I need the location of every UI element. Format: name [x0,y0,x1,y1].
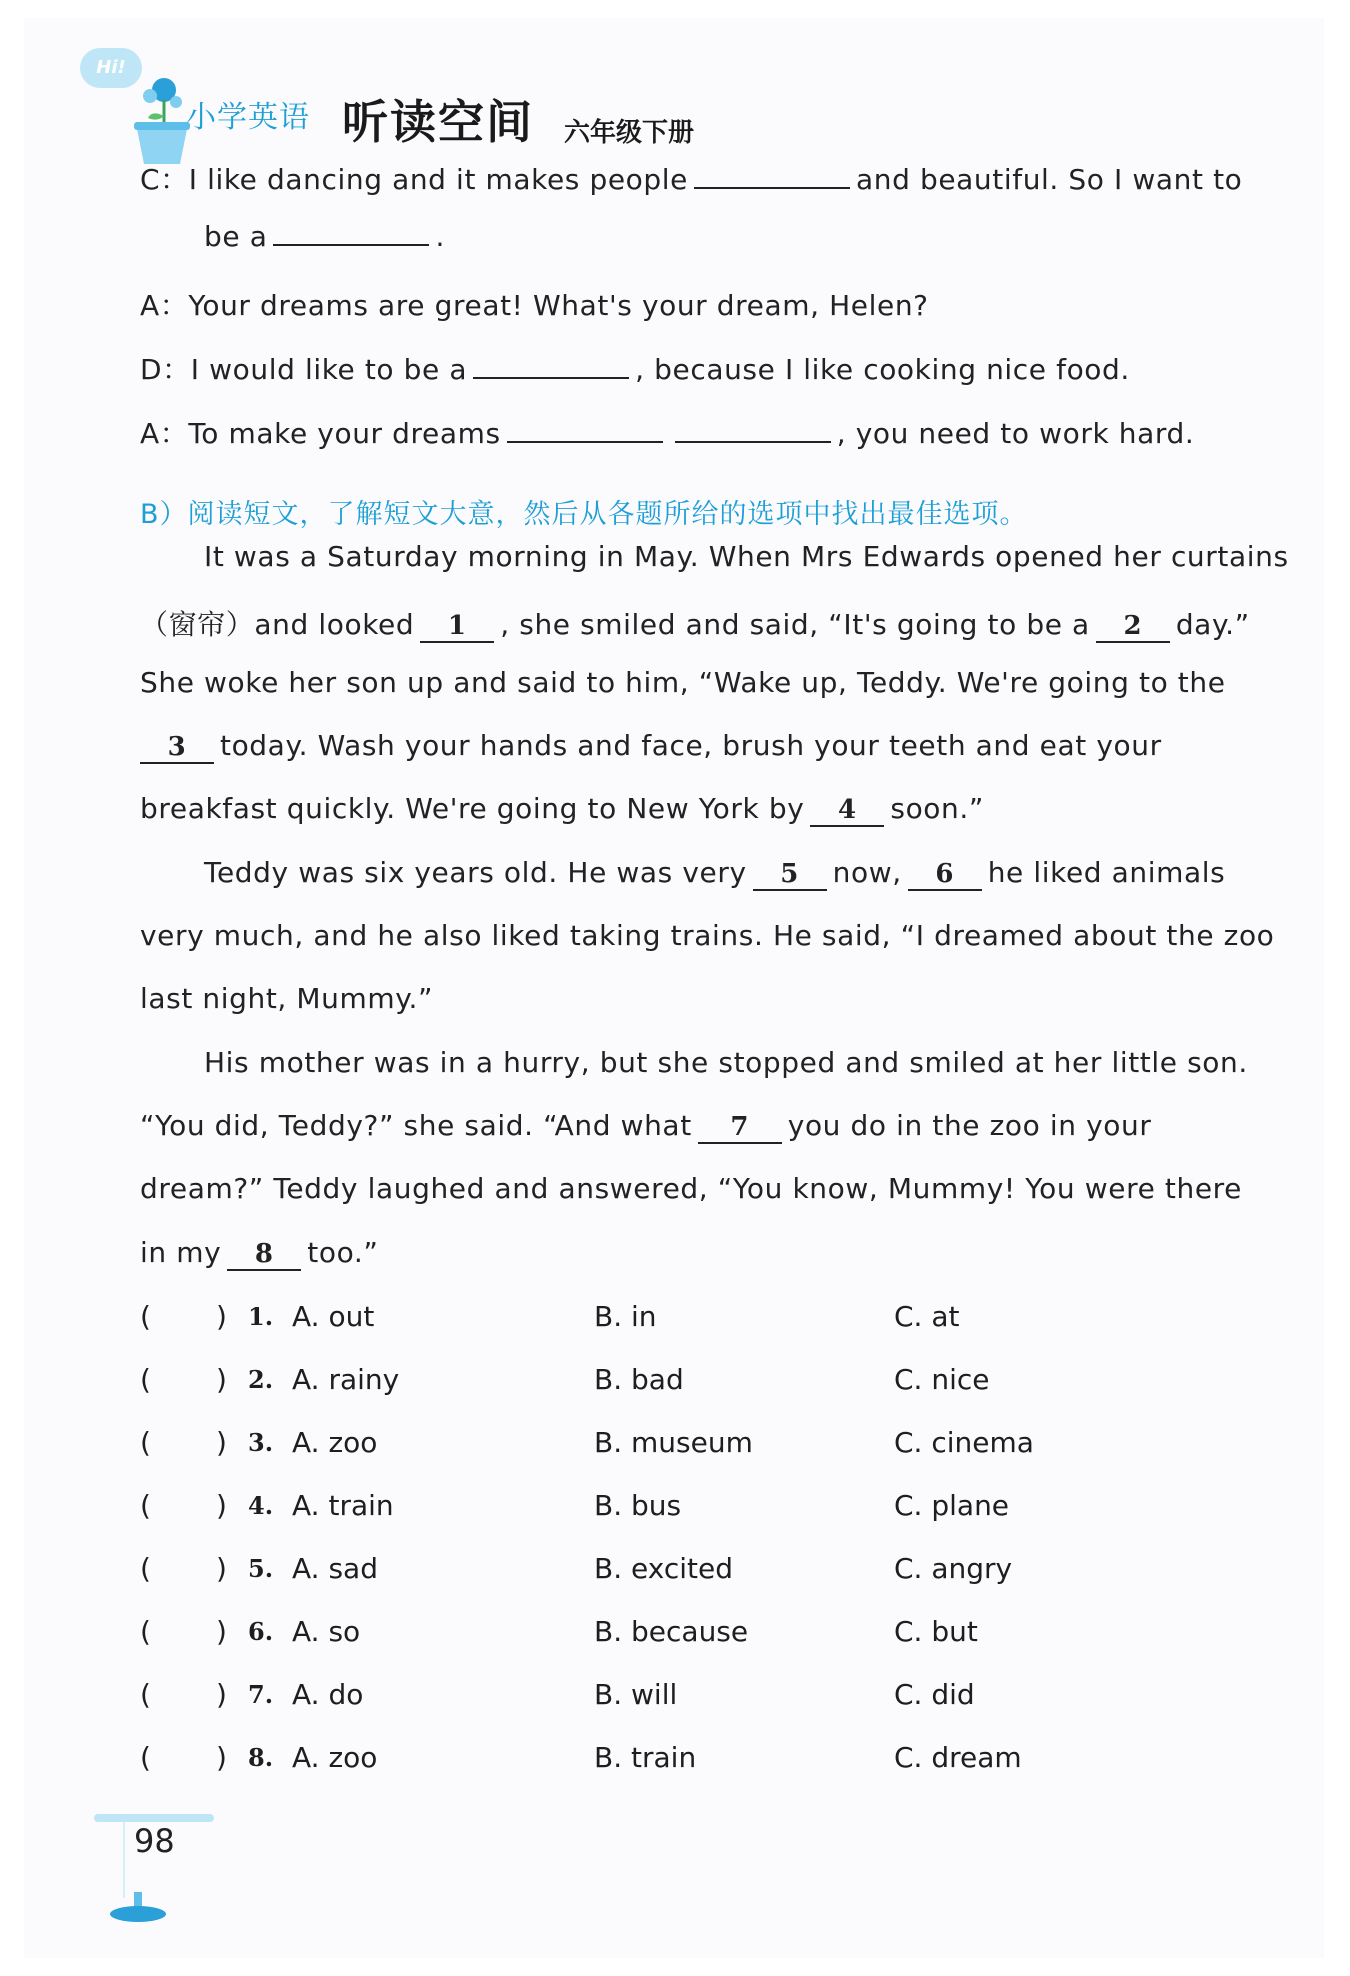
passage-text: today. Wash your hands and face, brush your teeth and eat your [220,729,1162,762]
dialogue-text: A：To make your dreams [140,417,501,450]
passage-line-5 [140,792,984,827]
option-c[interactable]: C. cinema [894,1426,1034,1459]
dialogue-line-a1: A：Your dreams are great! What's your dream, Helen? [140,289,929,322]
option-b[interactable]: B. because [594,1615,749,1648]
dialogue-text: be a [204,220,268,253]
passage-line-2 [140,603,1250,643]
hi-badge-text: Hi! [96,57,126,78]
question-number: 6. [248,1617,274,1646]
answer-paren-open[interactable]: ( [140,1615,151,1648]
answer-paren-close: ) [216,1489,227,1522]
answer-paren-open[interactable]: ( [140,1300,151,1333]
passage-text: “You did, Teddy?” she said. “And what [140,1109,692,1142]
answer-paren-close: ) [216,1300,227,1333]
grade-title: 六年级下册 [564,118,695,148]
passage-line-1: It was a Saturday morning in May. When Mrs Edwards opened her curtains [204,540,1289,573]
question-row-7 [140,1678,1240,1718]
passage-line-6 [204,856,1225,891]
passage-text: now, [832,856,902,889]
answer-paren-open[interactable]: ( [140,1552,151,1585]
answer-blank[interactable] [273,220,429,246]
passage-line-7: very much, and he also liked taking trains. He said, “I dreamed about the zoo [140,919,1275,952]
option-c[interactable]: C. did [894,1678,975,1711]
passage-text: （窗帘）and looked [140,608,415,641]
section-b-instruction: B）阅读短文，了解短文大意，然后从各题所给的选项中找出最佳选项。 [140,499,1028,530]
answer-paren-close: ) [216,1615,227,1648]
question-row-2 [140,1363,1240,1403]
option-b[interactable]: B. museum [594,1426,753,1459]
option-b[interactable]: B. bad [594,1363,684,1396]
passage-blank-4: 4 [810,795,884,827]
passage-text: too.” [307,1236,379,1269]
option-c[interactable]: C. plane [894,1489,1010,1522]
question-row-5 [140,1552,1240,1592]
dialogue-text: , because I like cooking nice food. [635,353,1130,386]
passage-line-8: last night, Mummy.” [140,982,434,1015]
question-row-8 [140,1741,1240,1781]
option-a[interactable]: A. train [292,1489,394,1522]
question-number: 8. [248,1743,274,1772]
option-a[interactable]: A. so [292,1615,361,1648]
answer-blank[interactable] [675,417,831,443]
passage-line-3: She woke her son up and said to him, “Wake up, Teddy. We're going to the [140,666,1226,699]
question-number: 5. [248,1554,274,1583]
option-b[interactable]: B. will [594,1678,678,1711]
passage-text: Teddy was six years old. He was very [204,856,747,889]
flower-pot-icon [124,76,194,166]
answer-paren-close: ) [216,1363,227,1396]
page-number: 98 [134,1822,175,1860]
passage-blank-7: 7 [698,1112,782,1144]
passage-blank-2: 2 [1096,611,1170,643]
dialogue-line-d1 [140,348,1130,388]
question-number: 4. [248,1491,274,1520]
passage-text: day.” [1175,608,1250,641]
dialogue-line-c1 [140,158,1242,198]
question-row-6 [140,1615,1240,1655]
dialogue-line-a2 [140,412,1194,452]
answer-blank[interactable] [507,417,663,443]
passage-text: soon.” [890,792,984,825]
question-number: 1. [248,1302,274,1331]
passage-line-11: dream?” Teddy laughed and answered, “You know, Mummy! You were there [140,1172,1242,1205]
answer-paren-close: ) [216,1678,227,1711]
answer-paren-close: ) [216,1426,227,1459]
passage-blank-6: 6 [908,859,982,891]
question-number: 3. [248,1428,274,1457]
dialogue-text: C：I like dancing and it makes people [140,163,688,196]
dialogue-line-c2 [204,220,445,253]
passage-line-4 [140,729,1162,764]
passage-blank-5: 5 [753,859,827,891]
page-footer [84,1808,244,1928]
passage-blank-8: 8 [227,1239,301,1271]
question-number: 7. [248,1680,274,1709]
option-c[interactable]: C. at [894,1300,960,1333]
dialogue-text: D：I would like to be a [140,353,468,386]
passage-blank-1: 1 [420,611,494,643]
answer-paren-open[interactable]: ( [140,1489,151,1522]
passage-text: in my [140,1236,222,1269]
passage-text: breakfast quickly. We're going to New York by [140,792,805,825]
passage-text: he liked animals [987,856,1226,889]
series-title: 小学英语 [186,100,310,135]
option-b[interactable]: B. in [594,1300,657,1333]
question-row-4 [140,1489,1240,1529]
option-b[interactable]: B. bus [594,1489,682,1522]
passage-line-12 [140,1236,378,1271]
brand-title: 听读空间 [342,95,534,149]
dialogue-text: , you need to work hard. [836,417,1195,450]
option-c[interactable]: C. angry [894,1552,1013,1585]
question-number: 2. [248,1365,274,1394]
answer-paren-open[interactable]: ( [140,1741,151,1774]
page [24,18,1324,1958]
option-c[interactable]: C. nice [894,1363,990,1396]
passage-line-10 [140,1109,1151,1144]
option-a[interactable]: A. sad [292,1552,378,1585]
option-a[interactable]: A. out [292,1300,375,1333]
passage-line-9: His mother was in a hurry, but she stopped and smiled at her little son. [204,1046,1248,1079]
answer-paren-close: ) [216,1741,227,1774]
answer-paren-open[interactable]: ( [140,1678,151,1711]
passage-blank-3: 3 [140,732,214,764]
option-a[interactable]: A. rainy [292,1363,400,1396]
option-c[interactable]: C. but [894,1615,978,1648]
option-a[interactable]: A. do [292,1678,364,1711]
question-row-1 [140,1300,1240,1340]
option-c[interactable]: C. dream [894,1741,1022,1774]
option-b[interactable]: B. train [594,1741,697,1774]
answer-paren-open[interactable]: ( [140,1363,151,1396]
question-row-3 [140,1426,1240,1466]
answer-blank[interactable] [694,163,850,189]
dialogue-text: . [435,220,445,253]
answer-paren-close: ) [216,1552,227,1585]
passage-text: you do in the zoo in your [787,1109,1152,1142]
option-a[interactable]: A. zoo [292,1426,378,1459]
passage-text: , she smiled and said, “It's going to be a [500,608,1090,641]
page-header [76,40,776,160]
dialogue-text: and beautiful. So I want to [856,163,1243,196]
answer-paren-open[interactable]: ( [140,1426,151,1459]
option-b[interactable]: B. excited [594,1552,733,1585]
option-a[interactable]: A. zoo [292,1741,378,1774]
answer-blank[interactable] [473,353,629,379]
